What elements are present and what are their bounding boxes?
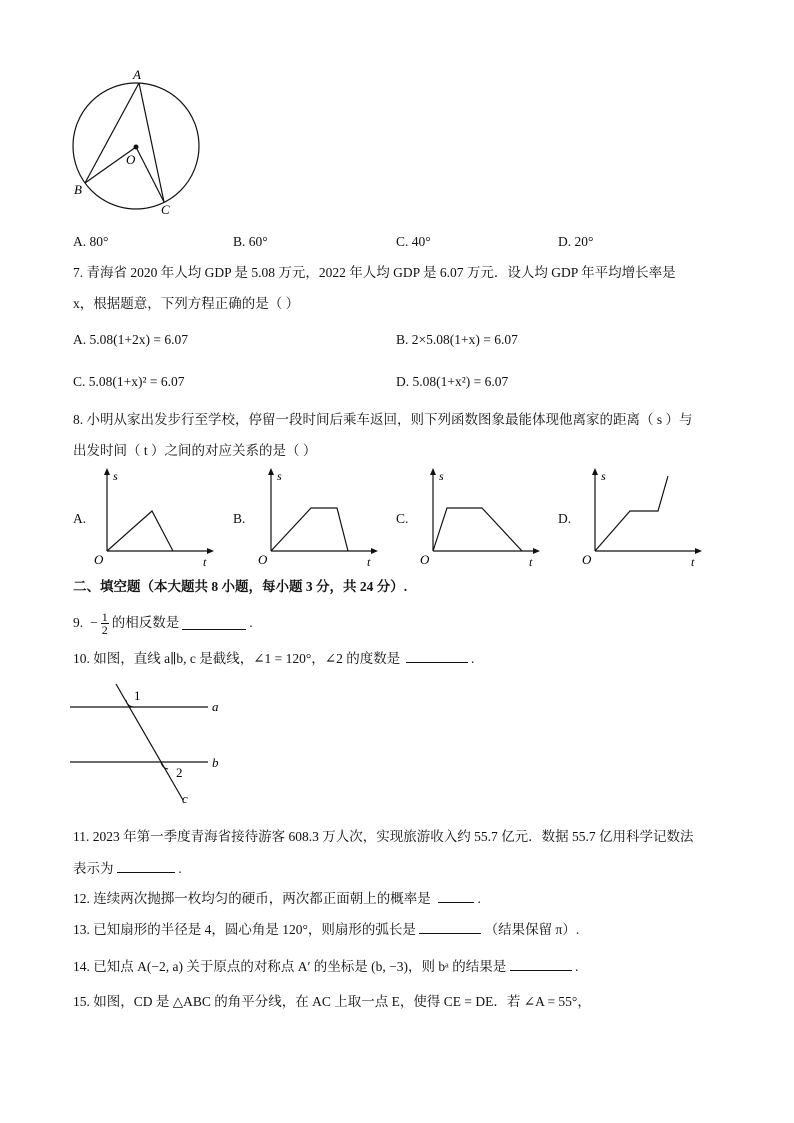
q13-end: （结果保留 π）. [484,922,580,937]
q13-answer-blank[interactable] [419,921,481,934]
q9-denominator: 2 [101,622,108,637]
q11-text: 表示为 [73,861,114,876]
q13 [73,921,579,939]
q7-option-d: D. 5.08(1+x²) = 6.07 [396,374,509,389]
label-a: A [133,67,141,82]
svg-text:s: s [113,469,118,483]
q8-graph-a [90,466,220,570]
q9-minus: − [90,615,98,630]
q8-label-b: B. [233,511,246,526]
segment-ab [85,83,139,183]
q11-line2 [73,860,182,878]
q11-end: . [178,861,182,876]
q7-option-c: C. 5.08(1+x)² = 6.07 [73,374,185,389]
q14-text: 14. 已知点 A(−2, a) 关于原点的对称点 A′ 的坐标是 (b, −3)，则 bᵃ 的结果是 [73,959,507,974]
angle-2-label: 2 [176,765,183,780]
q10 [73,650,474,668]
q9-text: 的相反数是 [111,615,180,630]
q8-label-c: C. [396,511,409,526]
q9-answer-blank[interactable] [182,617,246,630]
svg-text:O: O [420,552,430,567]
svg-text:t: t [529,555,533,569]
q12-answer-blank[interactable] [438,890,474,903]
line-b-label: b [212,755,219,770]
q14-answer-blank[interactable] [510,958,572,971]
q9-fraction [101,611,109,636]
q6-option-c: C. 40° [396,234,431,249]
q11-line1: 11. 2023 年第一季度青海省接待游客 608.3 万人次，实现旅游收入约 55.7 亿元．数据 55.7 亿用科学记数法 [73,829,694,844]
q9-numerator: 1 [101,609,108,624]
q12 [73,890,481,908]
q7-line2: x，根据题意，下列方程正确的是（ ） [73,296,300,311]
q9-number: 9. [73,615,84,630]
q10-end: . [470,651,475,666]
svg-text:s: s [439,469,444,483]
label-b: B [74,182,82,197]
q13-text: 13. 已知扇形的半径是 4，圆心角是 120°，则扇形的弧长是 [73,922,416,937]
svg-text:t: t [691,555,695,569]
q8-label-d: D. [558,511,572,526]
q6-option-a: A. 80° [73,234,109,249]
q8-graph-c [416,466,546,570]
q9 [73,608,253,638]
label-o: O [126,152,136,167]
q8-line2: 出发时间（ t ）之间的对应关系的是（ ） [73,443,317,458]
q8-line1: 8. 小明从家出发步行至学校，停留一段时间后乘车返回，则下列函数图象最能体现他离家的距离（ s ）与 [73,412,693,427]
section-2-title: 二、填空题（本大题共 8 小题，每小题 3 分，共 24 分）. [73,579,408,594]
q14-end: . [574,959,579,974]
q7-line1: 7. 青海省 2020 年人均 GDP 是 5.08 万元，2022 年人均 GDP 是 6.07 万元．设人均 GDP 年平均增长率是 [73,265,676,280]
circle-figure [60,66,200,226]
q10-answer-blank[interactable] [406,650,468,663]
label-c: C [161,202,170,217]
svg-text:O: O [258,552,268,567]
center-point [134,145,139,150]
q7-option-a: A. 5.08(1+2x) = 6.07 [73,332,188,347]
q6-option-b: B. 60° [233,234,268,249]
q9-end: . [249,615,253,630]
svg-text:t: t [203,555,207,569]
q10-text: 10. 如图，直线 a∥b, c 是截线，∠1 = 120°，∠2 的度数是 [73,651,401,666]
q11-answer-blank[interactable] [117,860,175,873]
q8-label-a: A. [73,511,87,526]
angle-1-label: 1 [134,688,141,703]
line-a-label: a [212,699,219,714]
q12-end: . [477,891,481,906]
segment-oc [136,147,164,202]
q15-line1: 15. 如图，CD 是 △ABC 的角平分线，在 AC 上取一点 E，使得 CE = DE．若 ∠A = 55°， [73,994,591,1009]
svg-text:s: s [601,469,606,483]
q8-graph-b [254,466,384,570]
svg-text:s: s [277,469,282,483]
line-c-label: c [182,791,188,806]
q8-graph-d [578,466,708,570]
q14 [73,958,578,976]
q12-text: 12. 连续两次抛掷一枚均匀的硬币，两次都正面朝上的概率是 [73,891,431,906]
svg-text:O: O [94,552,104,567]
segment-ac [139,83,164,202]
q7-option-b: B. 2×5.08(1+x) = 6.07 [396,332,518,347]
q6-option-d: D. 20° [558,234,594,249]
svg-text:O: O [582,552,592,567]
parallel-lines-figure [66,678,236,810]
svg-text:t: t [367,555,371,569]
